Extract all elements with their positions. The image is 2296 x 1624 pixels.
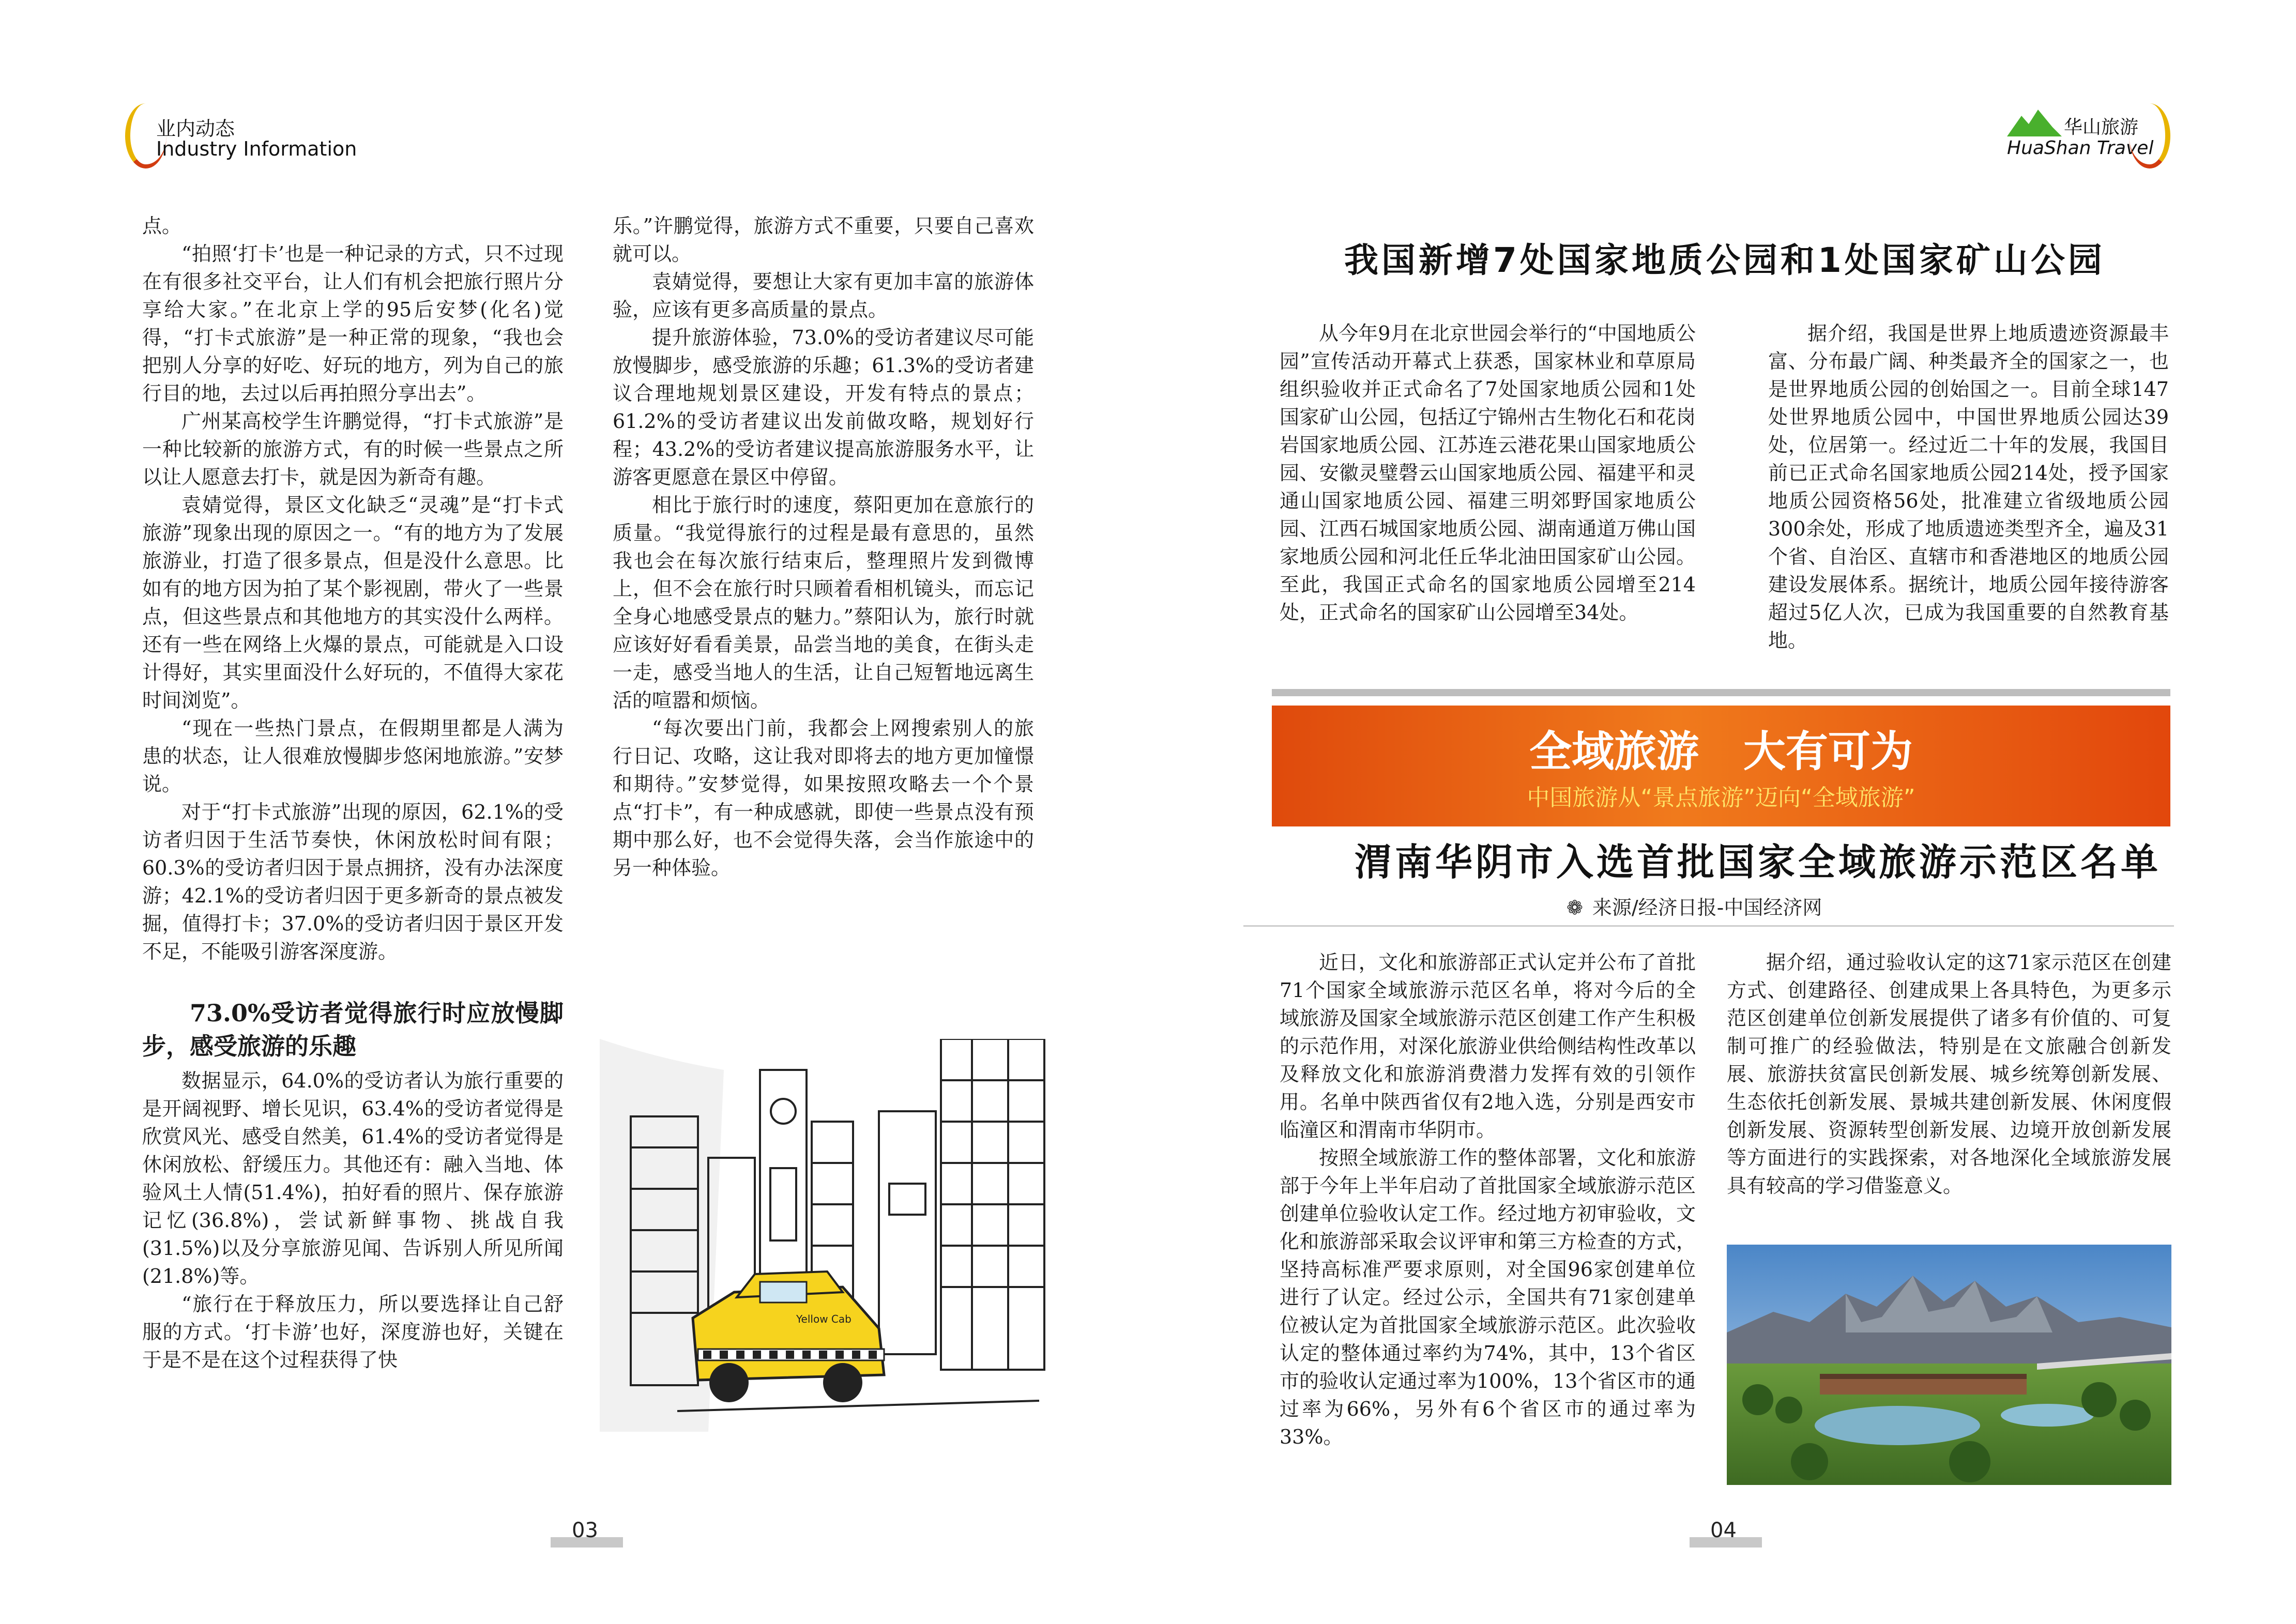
huashan-landscape-photo bbox=[1727, 1245, 2171, 1485]
header-left-en: Industry Information bbox=[156, 137, 357, 160]
paragraph: 据介绍，我国是世界上地质遗迹资源最丰富、分布最广阔、种类最齐全的国家之一，也是世界地质公园的创始国之一。目前全球147处世界地质公园中，中国世界地质公园达39处，位居第一。经过近二十年的发展，我国目前已正式命名国家地质公园214处，授予国家地质公园资格56处，批准建立省级地质公园300余处，形成了地质遗迹类型齐全，遍及31个省、自治区、直辖市和香港地区的地质公园建设发展体系。据统计，地质公园年接待游客超过5亿人次，已成为我国重要的自然教育基地。 bbox=[1768, 322, 2169, 652]
article2-column-1 bbox=[1280, 948, 1696, 1451]
article2-column-2 bbox=[1727, 948, 2171, 1200]
header-right-en: HuaShan Travel bbox=[2007, 137, 2154, 159]
article2-source bbox=[1567, 892, 1822, 920]
source-text: 来源/经济日报-中国经济网 bbox=[1592, 896, 1822, 919]
article1-title: 我国新增7处国家地质公园和1处国家矿山公园 bbox=[1344, 240, 2105, 280]
source-underline bbox=[1243, 925, 2174, 927]
paragraph: “旅行在于释放压力，所以要选择让自己舒服的方式。‘打卡游’也好，深度游也好，关键在于是不是在这个过程获得了快 bbox=[142, 1293, 564, 1371]
article1-column-2 bbox=[1768, 319, 2169, 654]
header-right bbox=[2006, 103, 2171, 176]
section-subheading: 73.0%受访者觉得旅行时应放慢脚步，感受旅游的乐趣 bbox=[142, 999, 564, 1060]
taxi-sign-text: Yellow Cab bbox=[796, 1313, 852, 1325]
paragraph: “拍照‘打卡’也是一种记录的方式，只不过现在有很多社交平台，让人们有机会把旅行照片分享给大家。”在北京上学的95后安梦(化名)觉得，“打卡式旅游”是一种正常的现象，“我也会把别人分享的好吃、好玩的地方，列为自己的旅行目的地，去过以后再拍照分享出去”。 bbox=[142, 242, 564, 405]
paragraph: 提升旅游体验，73.0%的受访者建议尽可能放慢脚步，感受旅游的乐趣；61.3%的受访者建议合理地规划景区建设，开发有特点的景点；61.2%的受访者建议出发前做攻略，规划好行程；43.2%的受访者建议提高旅游服务水平，让游客更愿意在景区中停留。 bbox=[613, 326, 1034, 488]
paragraph: 相比于旅行时的速度，蔡阳更加在意旅行的质量。“我觉得旅行的过程是最有意思的，虽然我也会在每次旅行结束后，整理照片发到微博上，但不会在旅行时只顾着看相机镜头，而忘记全身心地感受景点的魅力。”蔡阳认为，旅行时就应该好好看看美景，品尝当地的美食，在街头走一走，感受当地人的生活，让自己短暂地远离生活的喧嚣和烦恼。 bbox=[613, 494, 1034, 712]
page-number-right: 04 bbox=[1710, 1519, 1737, 1542]
left-page-column-2 bbox=[613, 212, 1034, 882]
paragraph: 点。 bbox=[142, 215, 182, 237]
page-number-left: 03 bbox=[572, 1519, 598, 1542]
header-left-cn: 业内动态 bbox=[156, 117, 235, 140]
header-right-arc-icon bbox=[2129, 103, 2170, 168]
paragraph: 袁婧觉得，景区文化缺乏“灵魂”是“打卡式旅游”现象出现的原因之一。“有的地方为了发展旅游业，打造了很多景点，但是没什么意思。比如有的地方因为拍了某个影视剧，带火了一些景点，但这些景点和其他地方的其实没什么两样。还有一些在网络上火爆的景点，可能就是入口设计得好，其实里面没什么好玩的，不值得大家花时间浏览”。 bbox=[142, 494, 564, 712]
paragraph: “每次要出门前，我都会上网搜索别人的旅行日记、攻略，这让我对即将去的地方更加憧憬和期待。”安梦觉得，如果按照攻略去一个个景点“打卡”，有一种成感就，即使一些景点没有预期中那么好，也不会觉得失落，会当作旅途中的另一种体验。 bbox=[613, 717, 1034, 879]
article2-title: 渭南华阴市入选首批国家全域旅游示范区名单 bbox=[1355, 840, 2162, 884]
header-left bbox=[129, 103, 388, 171]
paragraph: 袁婧觉得，要想让大家有更加丰富的旅游体验，应该有更多高质量的景点。 bbox=[613, 270, 1034, 321]
banner-subtitle: 中国旅游从“景点旅游”迈向“全域旅游” bbox=[1527, 785, 1915, 811]
mountain-logo-icon bbox=[2006, 106, 2063, 137]
paragraph: 按照全域旅游工作的整体部署，文化和旅游部于今年上半年启动了首批国家全域旅游示范区创建单位验收认定工作。经过地方初审验收，文化和旅游部采取会议评审和第三方检查的方式，坚持高标准严要求原则，对全国96家创建单位进行了认定。经过公示，全国共有71家创建单位被认定为首批国家全域旅游示范区。此次验收认定的整体通过率约为74%，其中，13个省区市的验收认定通过率为100%，13个省区市的通过率为66%，另外有6个省区市的通过率为33%。 bbox=[1280, 1146, 1696, 1448]
feature-banner bbox=[1272, 706, 2170, 826]
left-page-column-1 bbox=[142, 212, 564, 1374]
paragraph: 对于“打卡式旅游”出现的原因，62.1%的受访者归因于生活节奏快，休闲放松时间有限；60.3%的受访者归因于景点拥挤，没有办法深度游；42.1%的受访者归因于更多新奇的景点被发掘，值得打卡；37.0%的受访者归因于景区开发不足，不能吸引游客深度游。 bbox=[142, 801, 564, 963]
paragraph: 数据显示，64.0%的受访者认为旅行重要的是开阔视野、增长见识，63.4%的受访者觉得是欣赏风光、感受自然美，61.4%的受访者觉得是休闲放松、舒缓压力。其他还有：融入当地、体验风土人情(51.4%)，拍好看的照片、保存旅游记忆(36.8%)，尝试新鲜事物、挑战自我(31.5%)以及分享旅游见闻、告诉别人所见所闻(21.8%)等。 bbox=[142, 1069, 564, 1288]
paragraph: 广州某高校学生许鹏觉得，“打卡式旅游”是一种比较新的旅游方式，有的时候一些景点之所以让人愿意去打卡，就是因为新奇有趣。 bbox=[142, 410, 564, 488]
article1-column-1 bbox=[1280, 319, 1696, 626]
header-right-cn: 华山旅游 bbox=[2064, 117, 2139, 138]
source-gear-icon: ❁ bbox=[1567, 896, 1583, 919]
paragraph: 据介绍，通过验收认定的这71家示范区在创建方式、创建路径、创建成果上各具特色，为更多示范区创建单位创新发展提供了诸多有价值的、可复制可推广的经验做法，特别是在文旅融合创新发展、旅游扶贫富民创新发展、城乡统筹创新发展、生态依托创新发展、景城共建创新发展、休闲度假创新发展、资源转型创新发展、边境开放创新发展等方面进行的实践探索，对各地深化全域旅游发展具有较高的学习借鉴意义。 bbox=[1727, 951, 2171, 1197]
city-taxi-illustration bbox=[600, 1039, 1065, 1432]
paragraph: 乐。”许鹏觉得，旅游方式不重要，只要自己喜欢就可以。 bbox=[613, 215, 1034, 265]
paragraph: 从今年9月在北京世园会举行的“中国地质公园”宣传活动开幕式上获悉，国家林业和草原局组织验收并正式命名了7处国家地质公园和1处国家矿山公园，包括辽宁锦州古生物化石和花岗岩国家地质公园、江苏连云港花果山国家地质公园、安徽灵璧磬云山国家地质公园、福建平和灵通山国家地质公园、福建三明郊野国家地质公园、江西石城国家地质公园、湖南通道万佛山国家地质公园和河北任丘华北油田国家矿山公园。至此，我国正式命名的国家地质公园增至214处，正式命名的国家矿山公园增至34处。 bbox=[1280, 322, 1696, 624]
paragraph: “现在一些热门景点，在假期里都是人满为患的状态，让人很难放慢脚步悠闲地旅游。”安梦说。 bbox=[142, 717, 564, 795]
section-divider bbox=[1272, 689, 2170, 696]
banner-title: 全域旅游 大有可为 bbox=[1529, 727, 1913, 776]
paragraph: 近日，文化和旅游部正式认定并公布了首批71个国家全域旅游示范区名单，将对今后的全域旅游及国家全域旅游示范区创建工作产生积极的示范作用，对深化旅游业供给侧结构性改革以及释放文化和旅游消费潜力发挥有效的引领作用。名单中陕西省仅有2地入选，分别是西安市临潼区和渭南市华阴市。 bbox=[1280, 951, 1696, 1141]
